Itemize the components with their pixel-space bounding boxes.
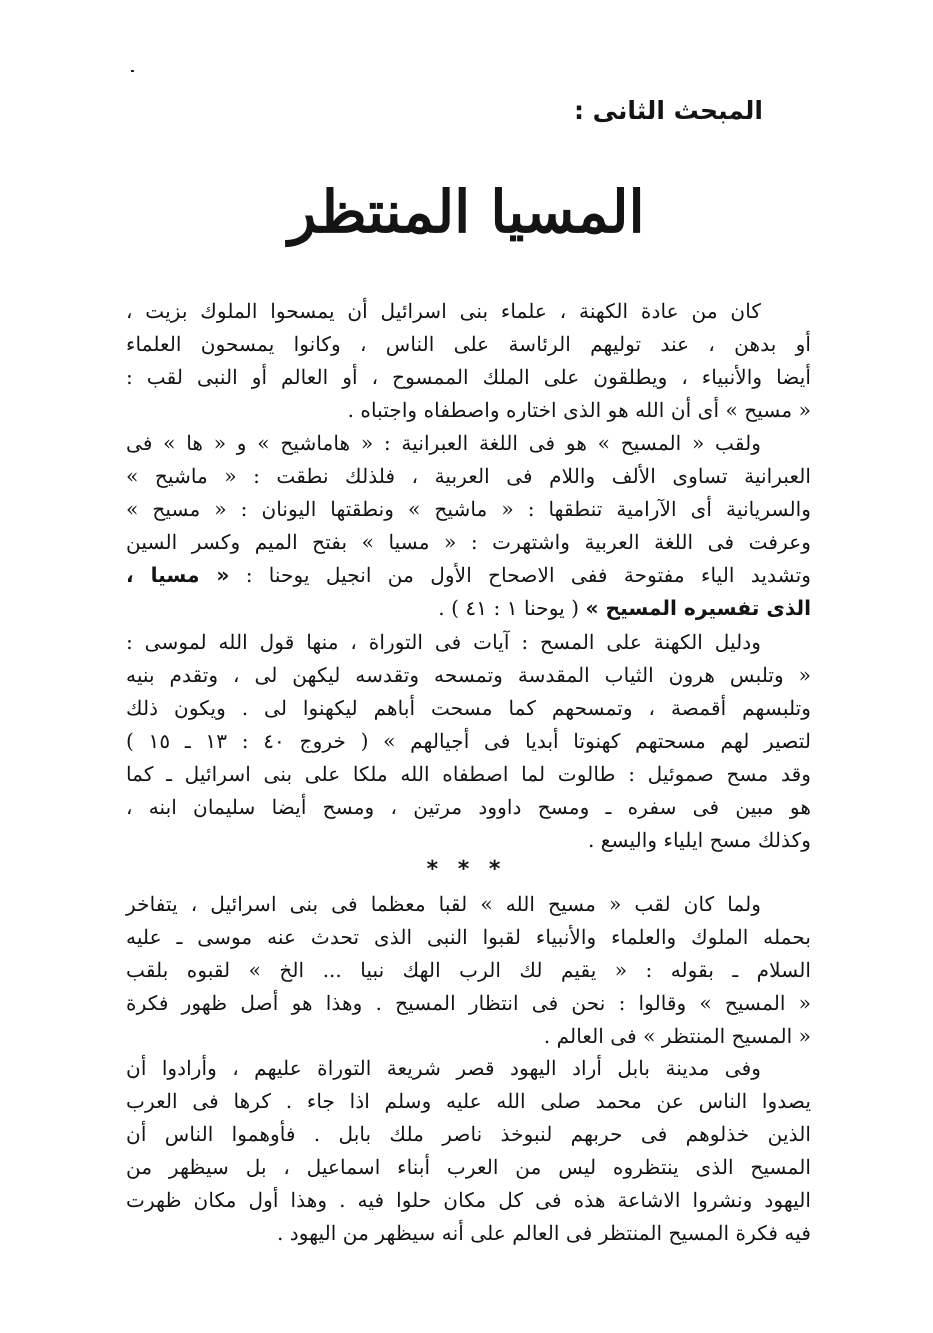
text-line: فيه فكرة المسيح المنتظر فى العالم على أنه سيظهر من اليهود . [276, 1221, 811, 1245]
bold-term: الذى تفسيره المسيح » [585, 596, 811, 620]
text-line: « مسيح » أى أن الله هو الذى اختاره واصطفاه واجتباه . [347, 398, 811, 422]
text-line [126, 592, 811, 625]
paragraph-4 [126, 888, 811, 1053]
text-line: المسيح الذى ينتظروه ليس من العرب أبناء اسماعيل ، بل سيظهر من [126, 1155, 811, 1179]
text-line: وتلبسهم أقمصة ، وتمسحهم كما مسحت أباهم ليكهنوا لى . ويكون ذلك [126, 696, 811, 720]
bold-term: « مسيا ، [126, 563, 230, 587]
text-line: أيضا والأنبياء ، ويطلقون على الملك الممسوح ، أو العالم أو النبى لقب : [126, 365, 811, 389]
text-line: « المسيح المنتظر » فى العالم . [543, 1024, 811, 1048]
print-speck [131, 70, 134, 72]
paragraph-5 [126, 1052, 811, 1250]
paragraph-3 [126, 626, 811, 857]
text-line: لتصير لهم مسحتهم كهنوتا أبديا فى أجيالهم » ( خروج ٤٠ : ١٣ ـ ١٥ ) [126, 729, 811, 753]
text-line-part: ( يوحنا ١ : ٤١ ) . [438, 596, 586, 620]
text-line: اليهود ونشروا الاشاعة هذه فى كل مكان حلوا فيه . وهذا أول مكان ظهرت [126, 1188, 811, 1212]
chapter-title: المسيا المنتظر [288, 178, 645, 246]
text-line: وعرفت فى اللغة العربية واشتهرت : « مسيا » بفتح الميم وكسر السين [126, 530, 811, 554]
text-line: السلام ـ بقوله : « يقيم لك الرب الهك نبيا ... الخ » لقبوه بلقب [126, 958, 811, 982]
section-label: المبحث الثانى : [573, 96, 763, 125]
text-line: كان من عادة الكهنة ، علماء بنى اسرائيل أن يمسحوا الملوك بزيت ، [126, 299, 761, 323]
paragraph-2 [126, 427, 811, 625]
text-line: أو بدهن ، عند توليهم الرئاسة على الناس ، وكانوا يمسحون العلماء [126, 332, 811, 356]
text-line: ولما كان لقب « مسيح الله » لقبا معظما فى بنى اسرائيل ، يتفاخر [126, 892, 761, 916]
text-line: ولقب « المسيح » هو فى اللغة العبرانية : « هاماشيح » و « ها » فى [126, 431, 761, 455]
paragraph-1 [126, 295, 811, 427]
text-line: وكذلك مسح ايلياء واليسع . [587, 828, 811, 852]
text-line: « المسيح » وقالوا : نحن فى انتظار المسيح . وهذا هو أصل ظهور فكرة [126, 991, 811, 1015]
text-line: والسريانية أى الآرامية تنطقها : « ماشيح » ونطقتها اليونان : « مسيح » [126, 497, 811, 521]
text-line: العبرانية تساوى الألف واللام فى العربية ، فلذلك نطقت : « ماشيح » [126, 464, 811, 488]
text-line: ودليل الكهنة على المسح : آيات فى التوراة ، منها قول الله لموسى : [126, 630, 761, 654]
text-line: وفى مدينة بابل أراد اليهود قصر شريعة التوراة عليهم ، وأرادوا أن [126, 1056, 761, 1080]
text-line [126, 559, 811, 592]
text-line: يصدوا الناس عن محمد صلى الله عليه وسلم اذا جاء . كرها فى العرب [126, 1089, 811, 1113]
section-separator: * * * [426, 857, 507, 882]
text-line: « وتلبس هرون الثياب المقدسة وتمسحه وتقدسه ليكهن لى ، وتقدم بنيه [126, 663, 811, 687]
text-line: وقد مسح صموئيل : طالوت لما اصطفاه الله ملكا على بنى اسرائيل ـ كما [126, 762, 811, 786]
text-line: هو مبين فى سفره ـ ومسح داوود مرتين ، ومسح أيضا سليمان ابنه ، [126, 795, 811, 819]
text-line-part: وتشديد الياء مفتوحة ففى الاصحاح الأول من انجيل يوحنا : [229, 563, 811, 587]
text-line: بحمله الملوك والعلماء والأنبياء لقبوا النبى الذى تحدث عنه موسى ـ عليه [126, 925, 811, 949]
text-line: الذين خذلوهم فى حربهم لنبوخذ ناصر ملك بابل . فأوهموا الناس أن [126, 1122, 811, 1146]
